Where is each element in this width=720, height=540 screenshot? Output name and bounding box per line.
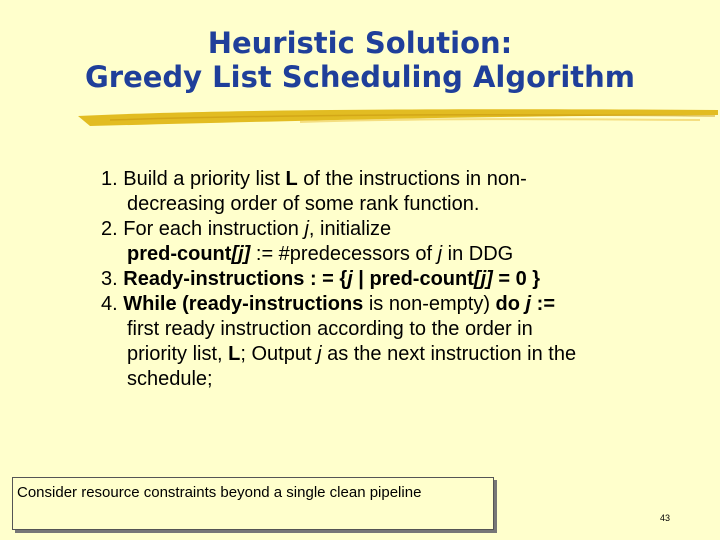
page-number: 43 bbox=[660, 513, 671, 523]
algorithm-steps bbox=[101, 167, 681, 392]
note-text: Consider resource constraints beyond a single clean pipeline bbox=[17, 484, 422, 501]
title-line-2: Greedy List Scheduling Algorithm bbox=[84, 60, 636, 94]
step-1: 1. Build a priority list L of the instructions in non- decreasing order of some rank function. bbox=[101, 168, 527, 215]
title-line-1: Heuristic Solution: bbox=[207, 26, 513, 60]
slide-title bbox=[0, 26, 720, 94]
title-underline-brush bbox=[0, 102, 720, 132]
step-4: 4. While (ready-instructions is non-empty) do j := first ready instruction according to the order in priority list, L; Output j as the next instruction in the schedule; bbox=[101, 293, 577, 390]
step-2: 2. For each instruction j, initialize pred-count[j] := #predecessors of j in DDG bbox=[101, 218, 514, 265]
note-box bbox=[12, 477, 494, 530]
step-3: 3. Ready-instructions : = {j | pred-count[j] = 0 } bbox=[101, 268, 541, 290]
